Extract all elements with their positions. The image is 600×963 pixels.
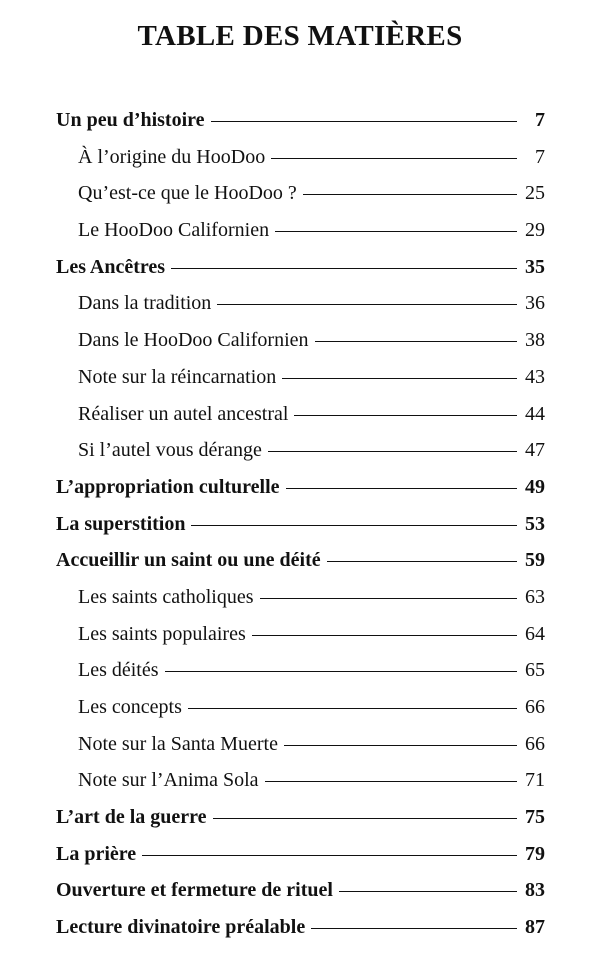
- toc-entry-page: 59: [525, 549, 545, 572]
- toc-entry[interactable]: [56, 836, 545, 873]
- dot-leader: [188, 708, 517, 709]
- toc-entry-label: Note sur l’Anima Sola: [78, 769, 259, 792]
- toc-entry-label: Si l’autel vous dérange: [78, 439, 262, 462]
- toc-entry-label: Les saints populaires: [78, 622, 246, 645]
- toc-entry-label: Lecture divinatoire préalable: [56, 916, 306, 939]
- toc-entry[interactable]: [56, 579, 545, 616]
- dot-leader: [284, 745, 517, 746]
- dot-leader: [171, 268, 517, 269]
- toc-entry-page: 36: [525, 292, 545, 315]
- dot-leader: [315, 341, 517, 342]
- toc-entry-label: La prière: [56, 842, 137, 865]
- dot-leader: [165, 671, 517, 672]
- toc-entry[interactable]: [56, 432, 545, 469]
- table-of-contents: [56, 102, 545, 946]
- toc-entry-page: 43: [525, 365, 545, 388]
- toc-entry-page: 49: [525, 475, 545, 498]
- toc-entry[interactable]: [56, 872, 545, 909]
- toc-entry-label: Note sur la réincarnation: [78, 365, 277, 388]
- toc-entry-label: Le HooDoo Californien: [78, 219, 270, 242]
- toc-entry[interactable]: [56, 469, 545, 506]
- toc-entry-label: Réaliser un autel ancestral: [78, 402, 289, 425]
- toc-entry-page: 66: [525, 696, 545, 718]
- toc-entry-label: Dans le HooDoo Californien: [78, 329, 309, 352]
- toc-entry-page: 53: [525, 512, 545, 535]
- toc-entry-label: L’appropriation culturelle: [56, 475, 280, 498]
- toc-entry-page: 7: [535, 145, 545, 168]
- dot-leader: [252, 635, 517, 636]
- toc-entry-page: 29: [525, 219, 545, 242]
- toc-entry-page: 63: [525, 585, 545, 608]
- dot-leader: [286, 488, 517, 489]
- toc-entry-page: 44: [525, 402, 545, 425]
- dot-leader: [294, 415, 517, 416]
- toc-entry-label: Qu’est-ce que le HooDoo ?: [78, 182, 297, 205]
- toc-entry-label: Dans la tradition: [78, 292, 212, 315]
- toc-entry-label: À l’origine du HooDoo: [78, 145, 266, 168]
- toc-entry-label: Les Ancêtres: [56, 255, 166, 278]
- dot-leader: [271, 158, 517, 159]
- toc-entry[interactable]: [56, 799, 545, 836]
- toc-entry[interactable]: [56, 909, 545, 946]
- dot-leader: [142, 855, 517, 856]
- toc-entry-label: Les déités: [78, 659, 159, 682]
- toc-entry-page: 87: [525, 916, 545, 939]
- toc-entry-page: 64: [525, 622, 545, 645]
- toc-entry[interactable]: [56, 249, 545, 286]
- toc-entry-page: 71: [525, 769, 545, 792]
- dot-leader: [211, 121, 517, 122]
- toc-entry-label: La superstition: [56, 512, 186, 535]
- dot-leader: [303, 194, 517, 195]
- toc-entry-label: Un peu d’histoire: [56, 109, 205, 131]
- dot-leader: [282, 378, 517, 379]
- toc-entry[interactable]: [56, 652, 545, 689]
- toc-entry[interactable]: [56, 359, 545, 396]
- toc-entry[interactable]: [56, 102, 545, 139]
- dot-leader: [311, 928, 517, 929]
- toc-entry-page: 47: [525, 439, 545, 462]
- dot-leader: [339, 891, 517, 892]
- toc-entry-label: Note sur la Santa Muerte: [78, 732, 278, 755]
- toc-entry[interactable]: [56, 212, 545, 249]
- dot-leader: [275, 231, 517, 232]
- page-title: TABLE DES MATIÈRES: [137, 20, 463, 52]
- toc-entry-page: 7: [535, 109, 545, 131]
- toc-entry[interactable]: [56, 506, 545, 543]
- toc-entry-page: 38: [525, 329, 545, 352]
- toc-entry[interactable]: [56, 542, 545, 579]
- toc-entry[interactable]: [56, 285, 545, 322]
- toc-entry-page: 35: [525, 255, 545, 278]
- toc-entry[interactable]: [56, 616, 545, 653]
- toc-entry[interactable]: [56, 762, 545, 799]
- toc-entry-page: 75: [525, 806, 545, 829]
- toc-entry-label: Les saints catholiques: [78, 585, 254, 608]
- dot-leader: [213, 818, 517, 819]
- toc-entry[interactable]: [56, 396, 545, 433]
- dot-leader: [268, 451, 517, 452]
- toc-entry-page: 79: [525, 842, 545, 865]
- toc-entry-label: Accueillir un saint ou une déité: [56, 549, 321, 572]
- toc-entry[interactable]: [56, 139, 545, 176]
- toc-entry-page: 83: [525, 879, 545, 902]
- toc-entry-page: 65: [525, 659, 545, 682]
- toc-entry-page: 66: [525, 732, 545, 755]
- dot-leader: [191, 525, 517, 526]
- toc-entry-page: 25: [525, 182, 545, 205]
- toc-entry[interactable]: [56, 175, 545, 212]
- dot-leader: [327, 561, 517, 562]
- toc-entry-label: L’art de la guerre: [56, 806, 207, 829]
- toc-entry[interactable]: [56, 689, 545, 726]
- dot-leader: [217, 304, 517, 305]
- dot-leader: [260, 598, 517, 599]
- toc-entry-label: Ouverture et fermeture de rituel: [56, 879, 333, 902]
- dot-leader: [265, 781, 517, 782]
- toc-entry-label: Les concepts: [78, 696, 182, 718]
- toc-entry[interactable]: [56, 322, 545, 359]
- toc-entry[interactable]: [56, 726, 545, 763]
